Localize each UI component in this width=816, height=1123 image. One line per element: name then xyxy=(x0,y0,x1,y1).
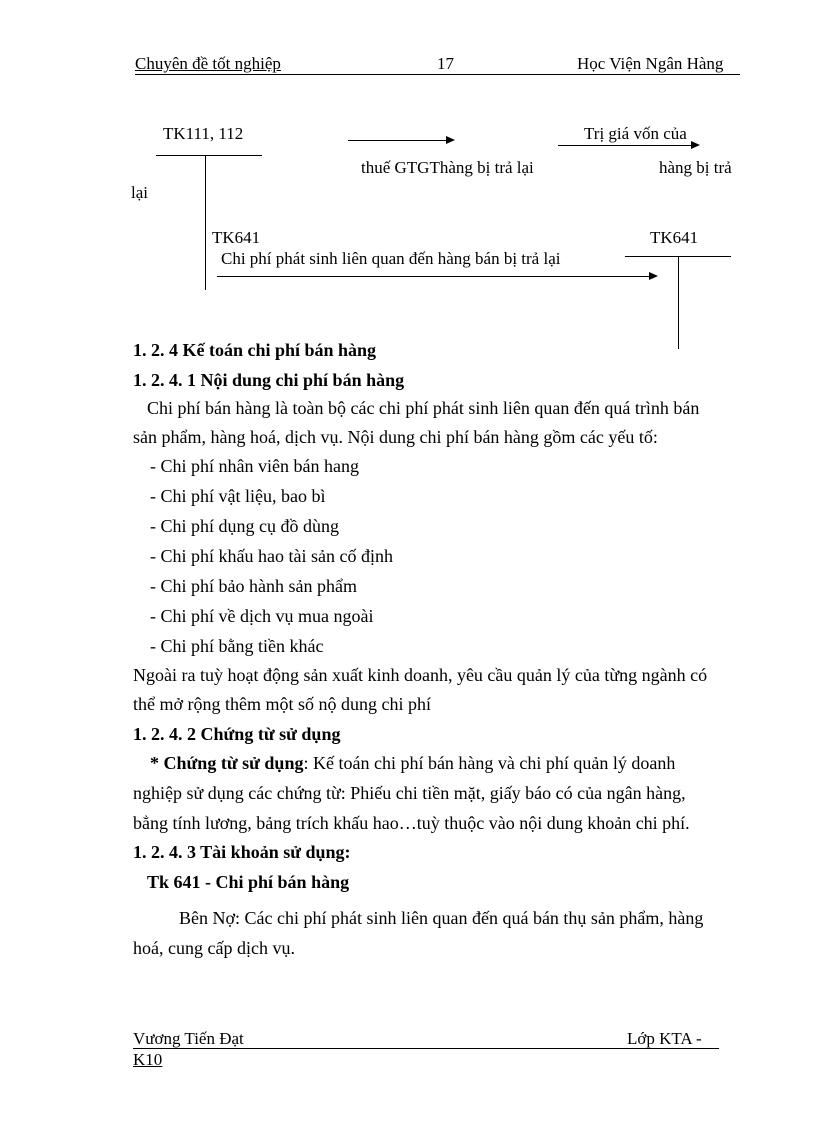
subsection-heading-3: 1. 2. 4. 3 Tài khoản sử dụng: xyxy=(133,842,351,862)
tk111-top-line xyxy=(156,155,262,156)
tk641-heading: Tk 641 - Chi phí bán hàng xyxy=(147,872,350,892)
list-item: - Chi phí nhân viên bán hang xyxy=(150,456,359,476)
account-tk641-left-label: TK641 xyxy=(212,228,261,247)
arrow-right-icon xyxy=(446,136,455,144)
arrow-right-icon xyxy=(649,272,658,280)
list-item: - Chi phí khấu hao tài sản cố định xyxy=(150,546,393,566)
arrow-tax-line xyxy=(348,140,448,141)
account-tk111-label: TK111, 112 xyxy=(163,124,244,143)
paragraph-2-line-1: Ngoài ra tuỳ hoạt động sản xuất kinh doanh, yêu cầu quản lý của từng ngành có xyxy=(133,665,708,685)
paragraph-2-line-2: thể mở rộng thêm một số nộ dung chi phí xyxy=(133,694,431,714)
chung-tu-label: * Chứng từ sử dụng xyxy=(150,753,304,773)
label-tri-gia-von: Trị giá vốn của xyxy=(584,124,687,143)
list-item: - Chi phí bảo hành sản phẩm xyxy=(150,576,357,596)
footer-continuation: K10 xyxy=(133,1050,163,1069)
tk641-vertical-line xyxy=(678,257,679,349)
paragraph-1-line-1: Chi phí bán hàng là toàn bộ các chi phí phát sinh liên quan đến quá trình bán xyxy=(147,398,700,418)
account-tk641-right-label: TK641 xyxy=(650,228,699,247)
label-thue-gtgt: thuế GTGThàng bị trả lại xyxy=(361,158,534,177)
section-heading: 1. 2. 4 Kế toán chi phí bán hàng xyxy=(133,340,377,360)
footer-underline xyxy=(133,1048,719,1049)
subsection-heading-1: 1. 2. 4. 1 Nội dung chi phí bán hàng xyxy=(133,370,405,390)
footer-left: Vương Tiến Đạt xyxy=(133,1029,244,1048)
header-underline xyxy=(135,74,740,75)
label-hang-bi-tra: hàng bị trả xyxy=(659,158,732,177)
arrow-cost-line xyxy=(558,145,693,146)
arrow-right-icon xyxy=(691,141,700,149)
paragraph-4-line-1: Bên Nợ: Các chi phí phát sinh liên quan đến quá bán thụ sản phẩm, hàng xyxy=(179,908,704,928)
paragraph-4-line-2: hoá, cung cấp dịch vụ. xyxy=(133,938,295,958)
label-lai: lại xyxy=(131,183,148,202)
list-item: - Chi phí bằng tiền khác xyxy=(150,636,324,656)
footer-right: Lớp KTA - xyxy=(627,1029,702,1048)
paragraph-3-line-1 xyxy=(150,753,675,774)
list-item: - Chi phí dụng cụ đồ dùng xyxy=(150,516,339,536)
paragraph-3-line-2: nghiệp sử dụng các chứng từ: Phiếu chi tiền mặt, giấy báo có của ngân hàng, xyxy=(133,783,686,803)
header-right: Học Viện Ngân Hàng xyxy=(577,54,724,73)
list-item: - Chi phí về dịch vụ mua ngoài xyxy=(150,606,374,626)
page-number: 17 xyxy=(437,54,454,73)
subsection-heading-2: 1. 2. 4. 2 Chứng từ sử dụng xyxy=(133,724,341,744)
paragraph-1-line-2: sản phẩm, hàng hoá, dịch vụ. Nội dung chi phí bán hàng gồm các yếu tố: xyxy=(133,427,658,447)
paragraph-3-line-1-text: : Kế toán chi phí bán hàng và chi phí quản lý doanh xyxy=(303,753,676,773)
tk111-vertical-line xyxy=(205,155,206,290)
label-chi-phi-phat-sinh: Chi phí phát sinh liên quan đến hàng bán bị trả lại xyxy=(221,249,561,268)
list-item: - Chi phí vật liệu, bao bì xyxy=(150,486,326,506)
arrow-expense-line xyxy=(217,276,650,277)
header-left: Chuyên đề tốt nghiệp xyxy=(135,54,281,73)
paragraph-3-line-3: bẳng tính lương, bảng trích khấu hao…tuỳ thuộc vào nội dung khoản chi phí. xyxy=(133,813,690,833)
